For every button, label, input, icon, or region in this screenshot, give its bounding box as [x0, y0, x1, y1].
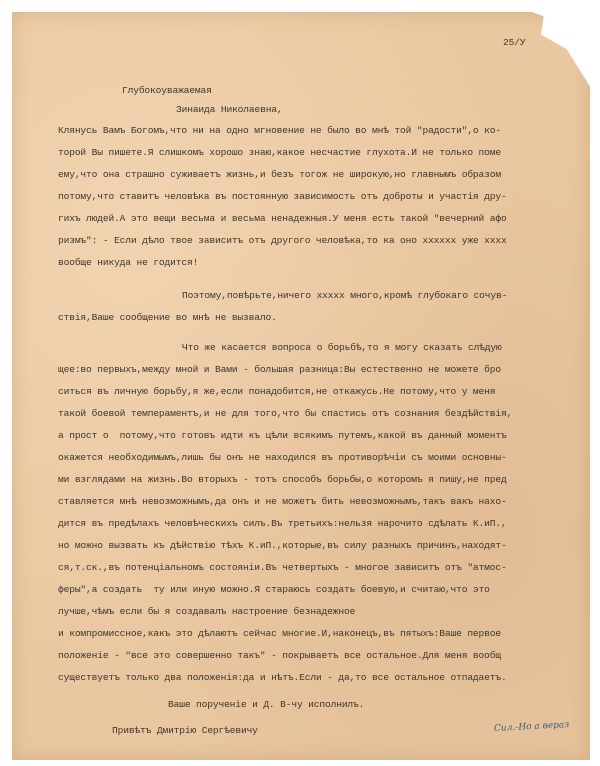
text-line: Ваше порученіе и Д. В-чу исполнилъ. [168, 699, 365, 710]
text-line: Привѣтъ Дмитрію Сергѣевичу [112, 725, 258, 736]
text-line: щее:во первыхъ,между мной и Вами - большая разница:Вы естественно не можете бро [58, 364, 501, 375]
text-line: Клянусь Вамъ Богомъ,что ни на одно мгновение не было во мнѣ той "радости",о ко- [58, 125, 501, 136]
text-line: положеніе - "все это совершенно такъ" - покрываетъ все остальное.Для меня вообщ [58, 650, 501, 661]
text-line: окажется необходимымъ,лишь бы онъ не находился въ противорѣчіи съ моими основны- [58, 452, 507, 463]
page-number: 25/У [503, 37, 526, 48]
text-line: гихъ людей.А это вещи весьма и весьма ненадежныя.У меня есть такой "вечерний афо [58, 213, 507, 224]
text-line: торой Вы пишете.Я слишкомъ хорошо знаю,какое несчастие глухота.И не только поме [58, 147, 501, 158]
text-line: ситься въ личную борьбу,я же,если понадобится,не откажусь.Не потому,что у меня [58, 386, 496, 397]
text-line: ми взглядами на жизнь.Во вторыхъ - тотъ способъ борьбы,о которомъ я пишу,не пред [58, 474, 507, 485]
text-line: ему,что она страшно суживаетъ жизнь,и безъ тогож не широкую,но главнымъ образом [58, 169, 501, 180]
salutation-line: Глубокоуважаемая [122, 85, 212, 96]
text-line: феры",а создать ту или иную можно.Я стараюсь создать боевую,и считаю,что это [58, 584, 490, 595]
text-line: существуетъ только два положенія:да и нѣтъ.Если - да,то все остальное отпадаетъ. [58, 672, 507, 683]
text-line: Что же касается вопроса о борьбѣ,то я могу сказать слѣдую [182, 342, 502, 353]
text-line: ризмъ": - Если дѣло твое зависитъ отъ другого человѣка,то ка оно хххххх уже хххх [58, 235, 507, 246]
text-line: вообще никуда не годится! [58, 257, 199, 268]
text-line: такой боевой темпераментъ,и не для того,что бы спастись отъ сознания бездѣйствія, [58, 408, 513, 419]
text-line: ставляется мнѣ невозможнымъ,да онъ и не можетъ бить невозможнымъ,такъ вакъ нахо- [58, 496, 507, 507]
text-line: ствія,Ваше сообщение во мнѣ не вызвало. [58, 312, 277, 323]
salutation-line: Зинаида Николаевна, [176, 104, 283, 115]
text-line: дится въ предѣлахъ человѣческихъ силъ.Въ третьихъ:нельзя нарочито сдѣлать К.иП., [58, 518, 507, 529]
handwritten-note: Сил.-Но а вераз [493, 720, 570, 734]
text-line: Поэтому,повѣрьте,ничего ххххх много,кромѣ глубокаго сочув- [182, 290, 508, 301]
text-line: потому,что ставитъ человѣка въ постоянную зависимость отъ доброты и участія дру- [58, 191, 507, 202]
text-line: лучше,чѣмъ если бы я создавалъ настроение безнадежное [58, 606, 356, 617]
text-line: и компромиссное,какъ это дѣлаютъ сейчас многие.И,наконецъ,въ пятыхъ:Ваше первое [58, 628, 501, 639]
text-line: но можно вызвать къ дѣйствію тѣхъ К.иП.,которые,въ силу разныхъ причинъ,находят- [58, 540, 507, 551]
text-line: а прост о потому,что готовъ идти къ цѣли всякимъ путемъ,какой въ данный моментъ [58, 430, 507, 441]
text-line: ся,т.ск.,въ потенціальномъ состояніи.Въ четвертыхъ - многое зависитъ отъ "атмос- [58, 562, 507, 573]
